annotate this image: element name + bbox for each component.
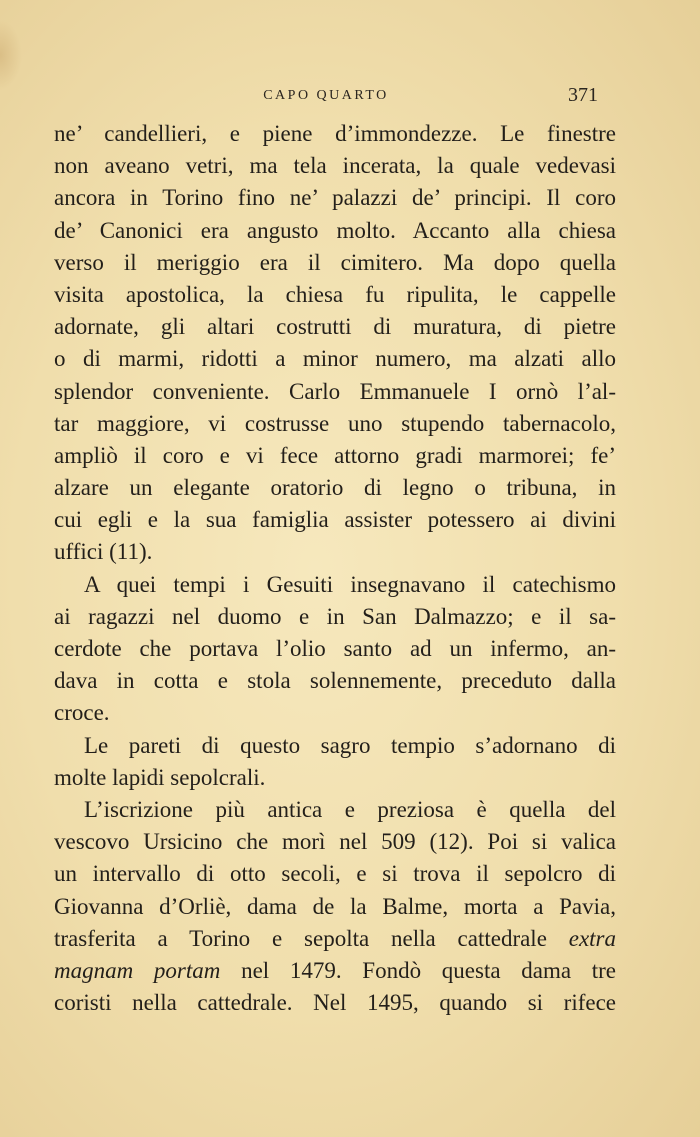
text-line: ampliò il coro e vi fece attorno gradi marmorei; fe’ xyxy=(54,442,616,468)
body-text xyxy=(54,118,616,1019)
text-line: ne’ candellieri, e piene d’immondezze. Le finestre xyxy=(54,121,616,146)
text-line: un intervallo di otto secoli, e si trova il sepolcro di xyxy=(54,861,616,887)
italic-text: extra xyxy=(568,925,616,951)
text-line: dava in cotta e stola solennemente, preceduto dalla xyxy=(54,668,616,694)
text-line: coristi nella cattedrale. Nel 1495, quando si rifece xyxy=(54,990,616,1016)
text-line: cerdote che portava l’olio santo ad un infermo, an- xyxy=(54,636,616,661)
text-line: alzare un elegante oratorio di legno o tribuna, in xyxy=(54,475,616,501)
italic-text: magnam portam xyxy=(54,957,221,983)
text-line: uffici (11). xyxy=(54,539,153,565)
text-line: magnam portam nel 1479. Fondò questa dama tre xyxy=(54,957,617,983)
running-title: CAPO QUARTO xyxy=(263,88,389,103)
text-line: ancora in Torino fino ne’ palazzi de’ principi. Il coro xyxy=(54,185,616,211)
text-line: adornate, gli altari costrutti di muratura, di pietre xyxy=(54,314,616,340)
text-line: visita apostolica, la chiesa fu ripulita, le cappelle xyxy=(54,281,616,307)
paragraph-start-line: Le pareti di questo sagro tempio s’adornano di xyxy=(84,732,616,758)
paper-stain xyxy=(0,20,22,90)
text-line: tar maggiore, vi costrusse uno stupendo tabernacolo, xyxy=(54,410,616,436)
text-line: verso il meriggio era il cimitero. Ma dopo quella xyxy=(54,249,616,275)
paragraph-start-line: L’iscrizione più antica e preziosa è quella del xyxy=(84,796,616,822)
text-line: non aveano vetri, ma tela incerata, la quale vedevasi xyxy=(54,153,616,179)
paragraph-start-line: A quei tempi i Gesuiti insegnavano il catechismo xyxy=(84,571,616,597)
text-line: croce. xyxy=(54,700,110,726)
text-line: splendor conveniente. Carlo Emmanuele I ornò l’al- xyxy=(54,378,616,404)
page-number: 371 xyxy=(568,84,598,106)
text-line: molte lapidi sepolcrali. xyxy=(54,764,266,790)
text-line: Giovanna d’Orliè, dama de la Balme, morta a Pavia, xyxy=(54,893,616,919)
text-line: ai ragazzi nel duomo e in San Dalmazzo; e il sa- xyxy=(54,603,616,629)
page-header xyxy=(54,84,598,110)
text-line: de’ Canonici era angusto molto. Accanto alla chiesa xyxy=(54,217,616,243)
text-line: o di marmi, ridotti a minor numero, ma alzati allo xyxy=(54,346,616,372)
text-line: trasferita a Torino e sepolta nella cattedrale extra xyxy=(54,925,616,951)
text-line: vescovo Ursicino che morì nel 509 (12). Poi si valica xyxy=(54,829,616,855)
text-line: cui egli e la sua famiglia assister potessero ai divini xyxy=(54,507,616,533)
